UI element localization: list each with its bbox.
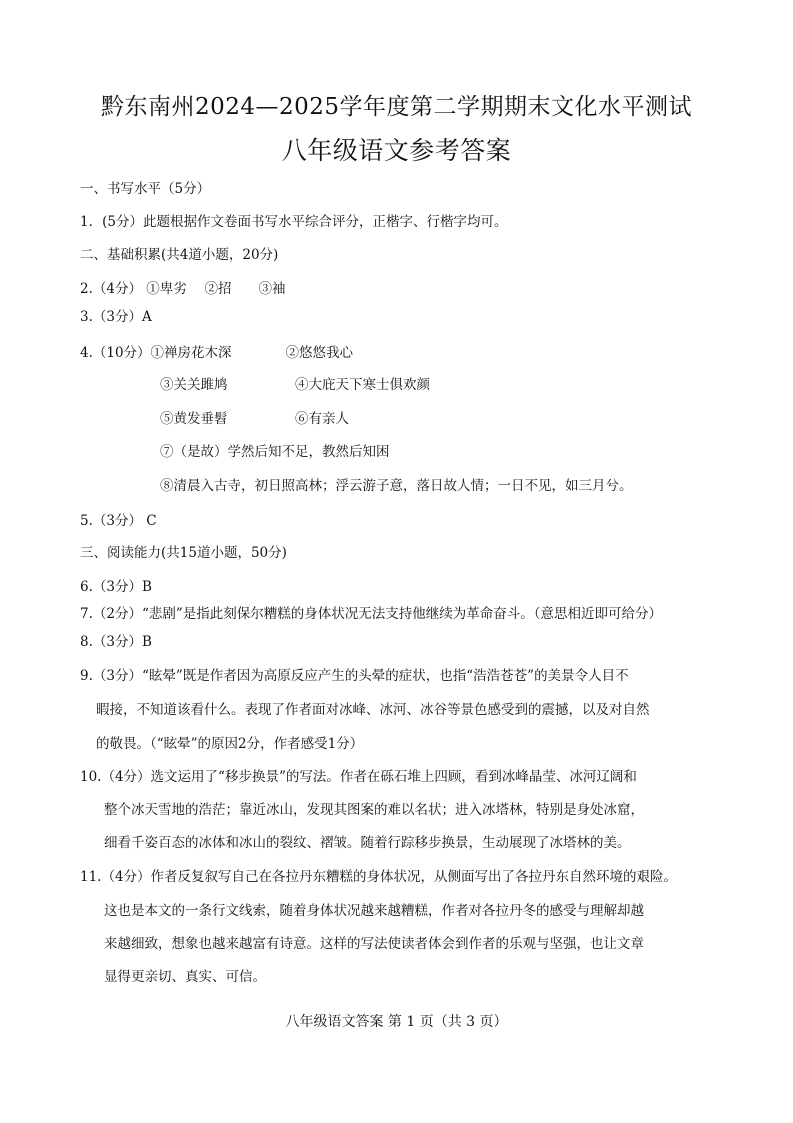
answer-line: ③关关雎鸠 ④大庇天下寒士俱欢颜: [160, 377, 430, 393]
answer-line: 11.（4分）作者反复叙写自己在各拉丹东糟糕的身体状况，从侧面写出了各拉丹东自然环境的艰险。: [80, 869, 678, 885]
answer-line: 显得更亲切、真实、可信。: [104, 969, 266, 985]
answer-line: 6.（3分）B: [80, 579, 152, 595]
answer-line: 7.（2分）“悲剧”是指此刻保尔糟糕的身体状况无法支持他继续为革命奋斗。（意思相近即可给分）: [80, 606, 663, 622]
answer-line: ⑧清晨入古寺，初日照高林；浮云游子意，落日故人情；一日不见，如三月兮。: [160, 478, 633, 494]
answer-line: 来越细致，想象也越来越富有诗意。这样的写法使读者体会到作者的乐观与坚强，也让文章: [104, 936, 644, 952]
answer-line: ⑤黄发垂髫 ⑥有亲人: [160, 411, 349, 427]
answer-line: 8.（3分）B: [80, 634, 152, 650]
answer-line: 3.（3分）A: [80, 309, 152, 325]
answer-line: 5.（3分） C: [80, 513, 157, 529]
exam-title: 黔东南州2024—2025学年度第二学期期末文化水平测试: [100, 94, 693, 120]
section-heading-writing: 一、书写水平（5分）: [80, 181, 211, 197]
answer-key-title: 八年级语文参考答案: [281, 136, 512, 165]
answer-line: 9.（3分）“眩晕”既是作者因为高原反应产生的头晕的症状，也指“浩浩苍苍”的美景令人目不: [80, 668, 629, 684]
answer-line: 整个冰天雪地的浩茫；靠近冰山，发现其图案的难以名状；进入冰塔林，特别是身处冰窟，: [104, 802, 644, 818]
answer-line: ⑦（是故）学然后知不足，教然后知困: [160, 444, 390, 460]
answer-line: 10.（4分）选文运用了“移步换景”的写法。作者在砾石堆上四顾，看到冰峰晶莹、冰河辽阔和: [80, 769, 637, 785]
answer-line: 的敬畏。（“眩晕”的原因2分，作者感受1分）: [96, 736, 364, 752]
answer-line: 1．(5分）此题根据作文卷面书写水平综合评分，正楷字、行楷字均可。: [80, 214, 508, 230]
page-footer: 八年级语文答案 第 1 页（共 3 页）: [285, 1014, 508, 1030]
answer-line: 这也是本文的一条行文线索，随着身体状况越来越糟糕，作者对各拉丹冬的感受与理解却越: [104, 903, 644, 919]
section-heading-basics: 二、基础积累(共4道小题，20分): [80, 247, 279, 263]
answer-line: 2.（4分） ①卑劣 ②招 ③袖: [80, 281, 286, 297]
answer-line: 暇接，不知道该看什么。表现了作者面对冰峰、冰河、冰谷等景色感受到的震撼，以及对自然: [96, 702, 650, 718]
answer-line: 4.（10分）①禅房花木深 ②悠悠我心: [80, 345, 354, 361]
section-heading-reading: 三、阅读能力(共15道小题，50分): [80, 545, 287, 561]
answer-line: 细看千姿百态的冰体和冰山的裂纹、褶皱。随着行踪移步换景，生动展现了冰塔林的美。: [104, 835, 631, 851]
